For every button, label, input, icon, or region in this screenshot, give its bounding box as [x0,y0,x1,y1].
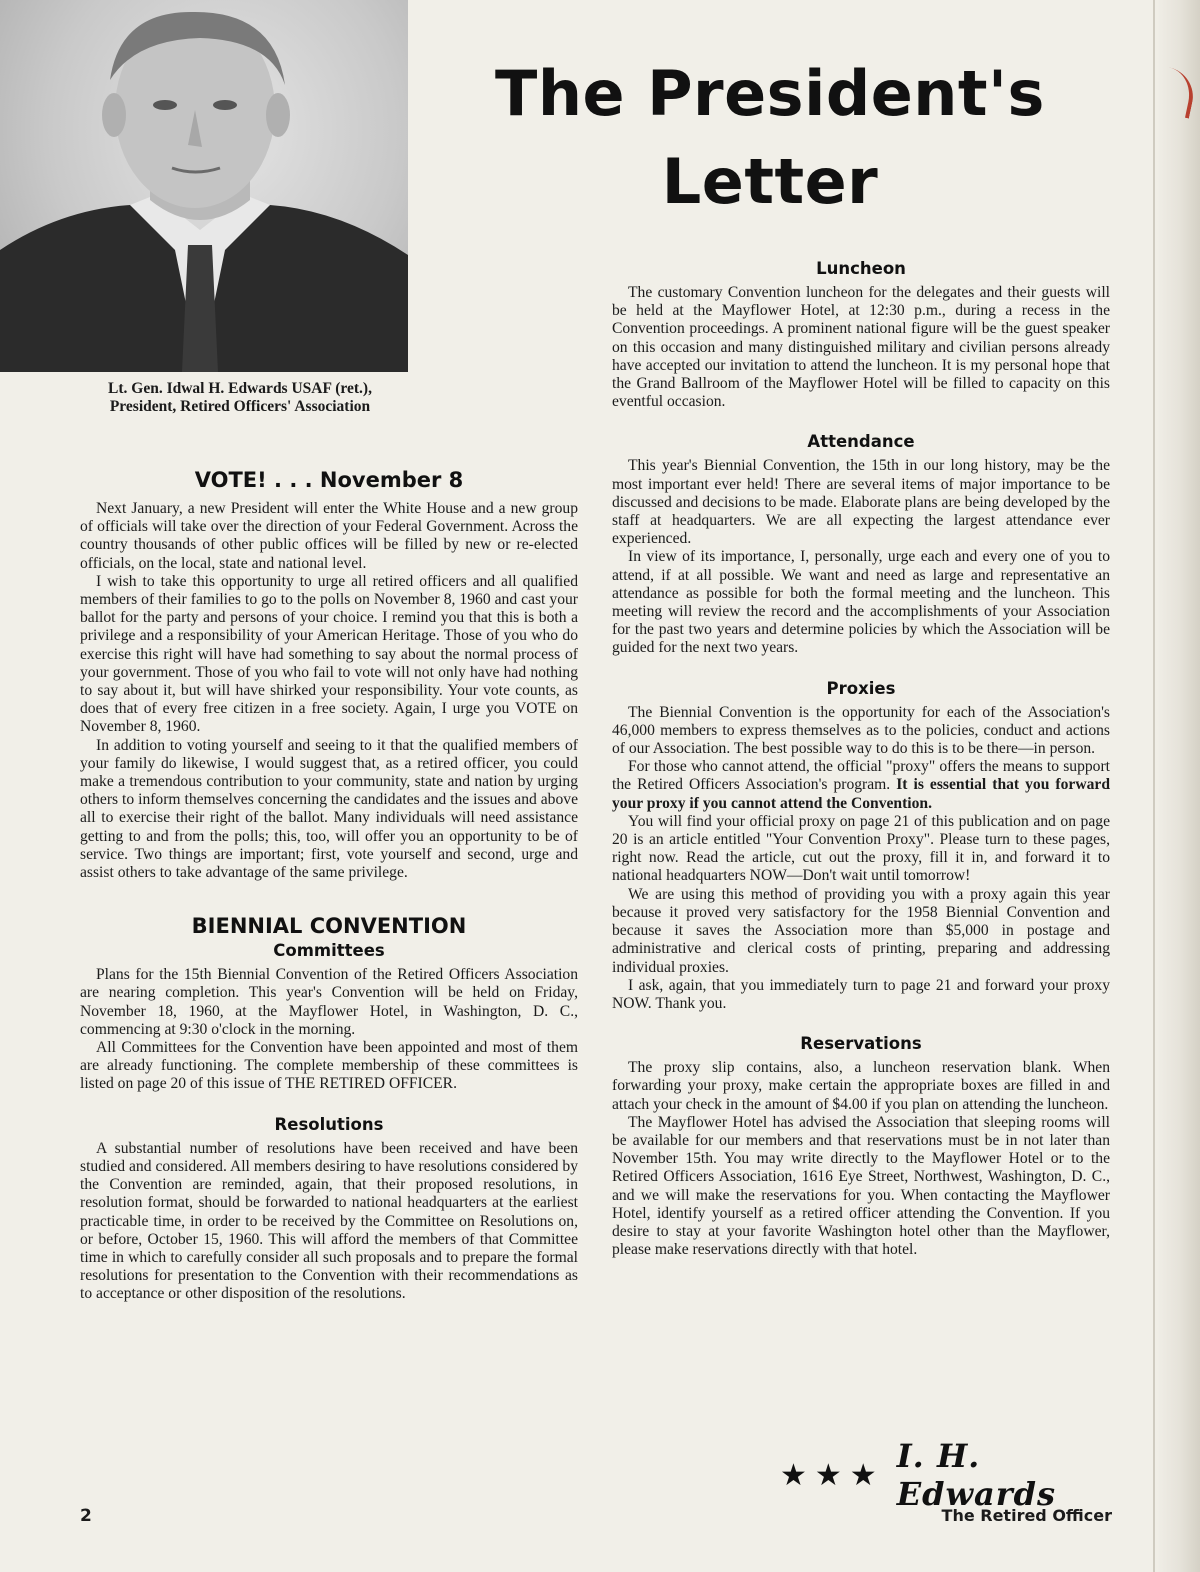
publication-name: The Retired Officer [941,1506,1112,1525]
page-fold [1153,0,1155,1572]
attendance-paragraph: This year's Biennial Convention, the 15th in our long history, may be the most important ever held! There are several items of major importance to be discussed and decisions to be made. Elaborate plans are being developed by the staff at headquarters. We are all expecting the largest attendance ever experienced. [612,457,1110,548]
signature [780,1437,1120,1513]
attendance-heading: Attendance [807,432,915,452]
proxies-paragraph [612,758,1110,813]
title-line-2: Letter [661,145,879,218]
page-number: 2 [80,1506,92,1526]
luncheon-paragraph: The customary Convention luncheon for the delegates and their guests will be held at the Mayflower Hotel, at 12:30 p.m., during a recess in the Convention proceedings. A prominent national figure will be the guest speaker on this occasion and many distinguished military and civilian persons already have accepted our invitation to attend the luncheon. It is my personal hope that the Grand Ballroom of the Mayflower Hotel will be filled to capacity on this eventful occasion. [612,284,1110,411]
reservations-heading: Reservations [800,1034,922,1054]
caption-line-1: Lt. Gen. Idwal H. Edwards USAF (ret.), [108,380,372,397]
page-title [440,50,1100,226]
right-column [612,252,1110,1259]
vote-heading: VOTE! . . . November 8 [194,468,464,492]
convention-heading: BIENNIAL CONVENTION [191,914,467,939]
signature-name: I. H. Edwards [896,1437,1056,1513]
left-column [80,462,578,1304]
caption-line-2: President, Retired Officers' Association [109,398,371,415]
attendance-paragraph: In view of its importance, I, personally, urge each and every one of you to attend, if at all possible. We want and need as large and representative an attendance as possible for both the formal meeting and the luncheon. This meeting will review the record and the accomplishments of your Association for the past two years and determine policies by which the Association will be guided for the next two years. [612,548,1110,657]
proxies-paragraph: We are using this method of providing you with a proxy again this year because it proved very satisfactory for the 1958 Biennial Convention and because it saves the Association more than $5,000 in postage and administrative and clerical costs of printing, preparing and addressing individual proxies. [612,885,1110,976]
committees-paragraph: All Committees for the Convention have been appointed and most of them are already functioning. The complete membership of these committees is listed on page 20 of this issue of THE RETIRED OFFICER. [80,1039,578,1093]
committees-paragraph: Plans for the 15th Biennial Convention of the Retired Officers Association are nearing completion. This year's Convention will be held on Friday, November 18, 1960, at the Mayflower Hotel, in Washington, D. C., commencing at 9:30 o'clock in the morning. [80,966,578,1038]
proxies-normal-text: For those who cannot attend, the official "proxy" offers the means to support the Retired Officers Association's program. [612,758,1110,794]
vote-paragraph: I wish to take this opportunity to urge all retired officers and all qualified members of their families to go to the polls on November 8, 1960 and cast your ballot for the party and persons of your choice. I remind you that this is both a privilege and a responsibility of your American Heritage. Those of you who do exercise this right will have had something to say about the normal process of your government. Those of you who fail to vote will not only have had nothing to say about it, but will have shirked your responsibility. Your vote counts, as does that of every free citizen in a free society. Again, I urge you VOTE on November 8, 1960. [80,572,578,736]
reservations-paragraph: The Mayflower Hotel has advised the Association that sleeping rooms will be available for our members and that reservations must be in not later than November 15th. You may write directly to the Mayflower Hotel or to the Retired Officers Association, 1616 Eye Street, Northwest, Washington, D. C., and we will make the reservations for you. When contacting the Mayflower Hotel, identify yourself as a retired officer attending the Convention. If you desire to stay at your favorite Washington hotel other than the Mayflower, please make reservations directly with that hotel. [612,1113,1110,1259]
proxies-paragraph: You will find your official proxy on page 21 of this publication and on page 20 is an article entitled "Your Convention Proxy". Please turn to these pages, right now. Read the article, cut out the proxy, fill it in, and forward it to national headquarters NOW—Don't wait until tomorrow! [612,812,1110,885]
resolutions-paragraph: A substantial number of resolutions have been received and have been studied and considered. All members desiring to have resolutions considered by the Convention are reminded, again, that their proposed resolutions, in resolution format, should be forwarded to national headquarters at the earliest practicable time, in order to be received by the Committee on Resolutions on, or before, October 15, 1960. This will afford the members of that Committee time in which to carefully consider all such proposals and to prepare the formal resolutions for presentation to the Convention with their recommendations as to acceptance or other disposition of the resolutions. [80,1139,578,1303]
resolutions-heading: Resolutions [274,1114,384,1134]
vote-paragraph: Next January, a new President will enter the White House and a new group of officials will take over the direction of your Federal Government. Across the country thousands of other public offices will be filled by new or re-elected officials, on the local, state and national level. [80,500,578,572]
proxies-heading: Proxies [826,678,896,698]
committees-heading: Committees [273,941,385,961]
reservations-paragraph: The proxy slip contains, also, a luncheon reservation blank. When forwarding your proxy, make certain the appropriate boxes are filled in and attach your check in the amount of $4.00 if you plan on attending the luncheon. [612,1059,1110,1113]
proxies-paragraph: I ask, again, that you immediately turn to page 21 and forward your proxy NOW. Thank you. [612,976,1110,1012]
president-portrait [0,0,408,372]
vote-paragraph: In addition to voting yourself and seeing to it that the qualified members of your family do likewise, I would suggest that, as a retired officer, you could make a tremendous contribution to your community, state and nation by urging others to inform themselves concerning the candidates and the issues and above all to exercise their right of the ballot. Many individuals will need assistance getting to and from the polls; this, too, will offer you an opportunity to be of service. Two things are important; first, vote yourself and second, urge and assist others to take advantage of the same privilege. [80,736,578,882]
proxies-emphasis-text: It is essential that you forward your proxy if you cannot attend the Convention. [612,776,1110,812]
page-edge [1154,0,1200,1572]
luncheon-heading: Luncheon [816,259,906,278]
photo-caption [60,380,420,416]
star-icons: ★★★ [780,1457,885,1493]
title-line-1: The President's [495,57,1045,130]
proxies-paragraph: The Biennial Convention is the opportunity for each of the Association's 46,000 members to express themselves as to the policies, conduct and actions of our Association. The best possible way to do this is to be there—in person. [612,703,1110,758]
